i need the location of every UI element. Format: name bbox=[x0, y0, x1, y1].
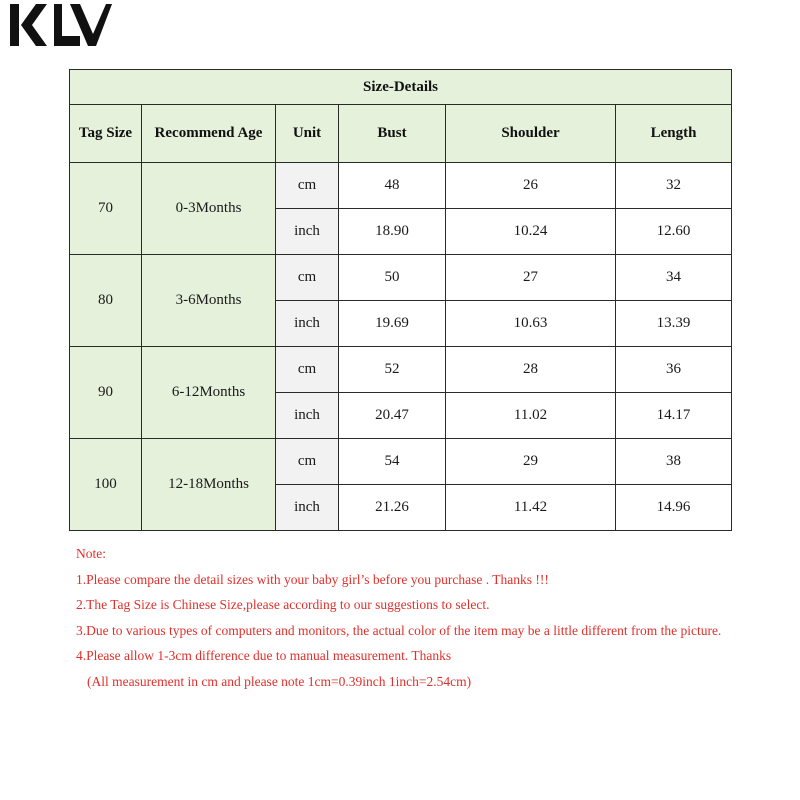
header-tag-size: Tag Size bbox=[70, 105, 142, 163]
klv-logo bbox=[10, 4, 112, 46]
length-cell: 34 bbox=[616, 255, 732, 301]
size-details-table bbox=[69, 69, 732, 531]
length-cell: 14.96 bbox=[616, 485, 732, 531]
header-length: Length bbox=[616, 105, 732, 163]
table-row bbox=[70, 255, 732, 301]
shoulder-cell: 10.24 bbox=[446, 209, 616, 255]
tag-size-cell: 100 bbox=[70, 439, 142, 531]
unit-cell: cm bbox=[276, 255, 339, 301]
shoulder-cell: 11.02 bbox=[446, 393, 616, 439]
header-unit: Unit bbox=[276, 105, 339, 163]
recommend-age-cell: 3-6Months bbox=[142, 255, 276, 347]
note-item: 1.Please compare the detail sizes with your baby girl’s before you purchase . Thanks !!! bbox=[76, 571, 549, 587]
table-row bbox=[70, 163, 732, 209]
notes-heading: Note: bbox=[76, 546, 106, 561]
tag-size-cell: 80 bbox=[70, 255, 142, 347]
shoulder-cell: 27 bbox=[446, 255, 616, 301]
note-item: 4.Please allow 1-3cm difference due to manual measurement. Thanks bbox=[76, 648, 452, 664]
table-row bbox=[70, 347, 732, 393]
recommend-age-cell: 6-12Months bbox=[142, 347, 276, 439]
bust-cell: 18.90 bbox=[339, 209, 446, 255]
bust-cell: 21.26 bbox=[339, 485, 446, 531]
length-cell: 32 bbox=[616, 163, 732, 209]
shoulder-cell: 29 bbox=[446, 439, 616, 485]
header-recommend-age: Recommend Age bbox=[142, 105, 276, 163]
shoulder-cell: 10.63 bbox=[446, 301, 616, 347]
length-cell: 14.17 bbox=[616, 393, 732, 439]
shoulder-cell: 28 bbox=[446, 347, 616, 393]
notes-section bbox=[76, 541, 786, 695]
length-cell: 12.60 bbox=[616, 209, 732, 255]
bust-cell: 20.47 bbox=[339, 393, 446, 439]
length-cell: 38 bbox=[616, 439, 732, 485]
unit-cell: cm bbox=[276, 347, 339, 393]
header-bust: Bust bbox=[339, 105, 446, 163]
table-row bbox=[70, 439, 732, 485]
shoulder-cell: 11.42 bbox=[446, 485, 616, 531]
shoulder-cell: 26 bbox=[446, 163, 616, 209]
unit-cell: inch bbox=[276, 301, 339, 347]
note-item: 2.The Tag Size is Chinese Size,please according to our suggestions to select. bbox=[76, 597, 490, 613]
unit-cell: cm bbox=[276, 439, 339, 485]
header-shoulder: Shoulder bbox=[446, 105, 616, 163]
tag-size-cell: 90 bbox=[70, 347, 142, 439]
recommend-age-cell: 0-3Months bbox=[142, 163, 276, 255]
bust-cell: 48 bbox=[339, 163, 446, 209]
bust-cell: 52 bbox=[339, 347, 446, 393]
table-title: Size-Details bbox=[70, 70, 732, 105]
recommend-age-cell: 12-18Months bbox=[142, 439, 276, 531]
unit-cell: inch bbox=[276, 209, 339, 255]
unit-cell: cm bbox=[276, 163, 339, 209]
unit-cell: inch bbox=[276, 485, 339, 531]
note-item: 3.Due to various types of computers and monitors, the actual color of the item may be a little different from the picture. bbox=[76, 622, 722, 638]
length-cell: 13.39 bbox=[616, 301, 732, 347]
bust-cell: 50 bbox=[339, 255, 446, 301]
bust-cell: 54 bbox=[339, 439, 446, 485]
tag-size-cell: 70 bbox=[70, 163, 142, 255]
measurement-footnote: (All measurement in cm and please note 1cm=0.39inch 1inch=2.54cm) bbox=[87, 673, 472, 689]
length-cell: 36 bbox=[616, 347, 732, 393]
unit-cell: inch bbox=[276, 393, 339, 439]
bust-cell: 19.69 bbox=[339, 301, 446, 347]
